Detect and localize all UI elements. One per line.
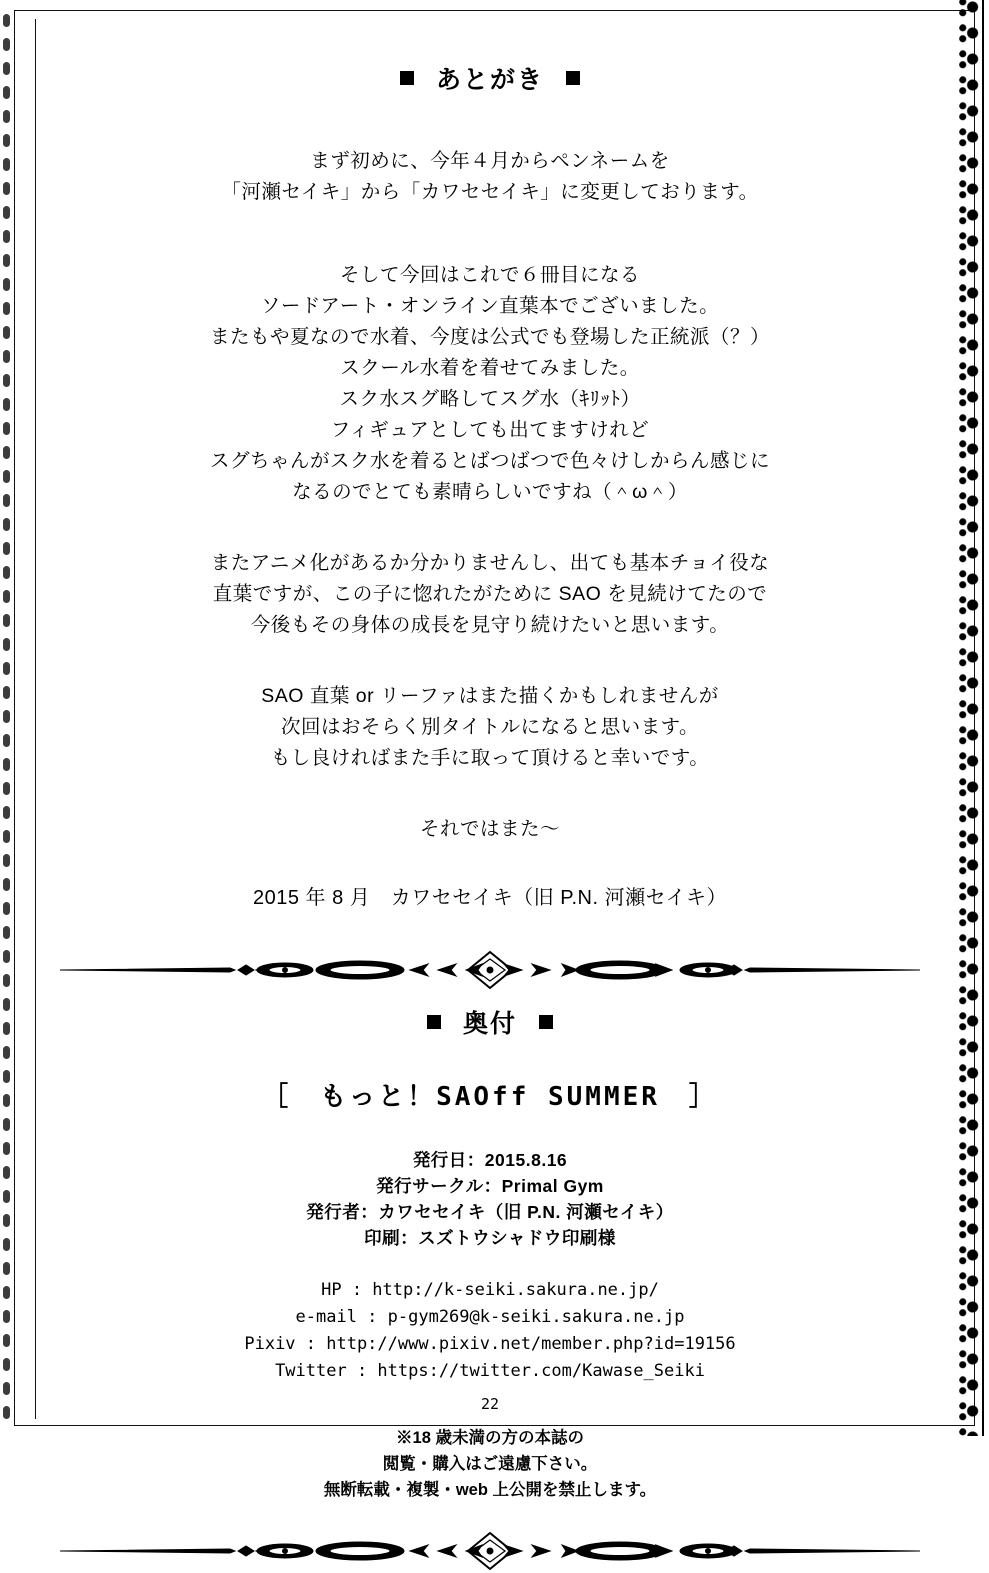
age-notice [60,1425,920,1503]
afterword-line: スクール水着を着せてみました。 [340,357,640,379]
decorative-lace-border [951,0,985,1436]
ornamental-divider [60,948,920,992]
afterword-line: フィギュアとしても出てますけれど [330,419,650,441]
afterword-line: なるのでとても素晴らしいですね（＾ω＾） [292,481,688,503]
contact-links [60,1277,920,1385]
afterword-line: もし良ければまた手に取って頂けると幸いです。 [270,747,710,769]
square-bullet-icon [539,1015,553,1029]
link-pixiv[interactable]: Pixiv : http://www.pixiv.net/member.php?id=19156 [244,1334,736,1354]
publication-line: 発行日：2015.8.16 [412,1150,568,1170]
spiral-binding [0,0,14,1436]
publication-info [60,1147,920,1251]
afterword-heading [60,60,920,96]
afterword-line: 今後もその身体の成長を見守り続けたいと思います。 [250,614,730,636]
afterword-paragraph [60,260,920,508]
colophon-heading-label: 奥付 [462,1010,517,1038]
ornamental-divider [60,1529,920,1573]
page-content [60,0,920,1499]
notice-line: 閲覧・購入はご遠慮下さい。 [382,1455,598,1473]
notice-line: 無断転載・複製・web 上公開を禁止します。 [323,1481,657,1499]
afterword-line: スク水スグ略してスグ水（ｷﾘｯﾄ） [339,388,641,410]
notice-line: ※18 歳未満の方の本誌の [396,1429,584,1447]
square-bullet-icon [566,71,580,85]
afterword-paragraph [60,548,920,641]
book-title: ［ もっと！SAOff SUMMER ］ [262,1082,718,1112]
afterword-line: 「河瀬セイキ」から「カワセセイキ」に変更しております。 [221,181,759,203]
link-twitter[interactable]: Twitter : https://twitter.com/Kawase_Seiki [275,1361,705,1381]
afterword-signature [60,883,920,914]
afterword-paragraph [60,146,920,208]
square-bullet-icon [400,71,414,85]
publication-line: 印刷：スズトウシャドウ印刷様 [364,1228,616,1248]
afterword-line: それではまた～ [419,818,560,840]
afterword-line: 直葉ですが、この子に惚れたがために SAO を見続けてたので [212,583,768,605]
afterword-paragraph [60,681,920,774]
afterword-line: 次回はおそらく別タイトルになると思います。 [280,716,700,738]
afterword-line: 2015 年 8 月 カワセセイキ（旧 P.N. 河瀬セイキ） [252,887,728,909]
link-homepage[interactable]: HP : http://k-seiki.sakura.ne.jp/ [321,1280,659,1300]
afterword-closing [60,814,920,845]
page-number: 22 [480,1395,500,1413]
publication-line: 発行者：カワセセイキ（旧 P.N. 河瀬セイキ） [306,1202,674,1222]
afterword-line: まず初めに、今年４月からペンネームを [310,150,670,172]
afterword-line: ソードアート・オンライン直葉本でございました。 [260,295,720,317]
publication-line: 発行サークル：Primal Gym [376,1176,604,1196]
afterword-line: そして今回はこれで６冊目になる [339,264,640,286]
square-bullet-icon [427,1015,441,1029]
colophon-heading [60,1004,920,1040]
afterword-line: スグちゃんがスク水を着るとばつばつで色々けしからん感じに [209,450,770,472]
afterword-line: またもや夏なので水着、今度は公式でも登場した正統派（？） [209,326,770,348]
afterword-line: SAO 直葉 or リーファはまた描くかもしれませんが [261,685,719,707]
link-email[interactable]: e-mail : p-gym269@k-seiki.sakura.ne.jp [295,1307,685,1327]
afterword-heading-label: あとがき [435,66,544,94]
afterword-line: またアニメ化があるか分かりませんし、出ても基本チョイ役な [210,552,770,574]
